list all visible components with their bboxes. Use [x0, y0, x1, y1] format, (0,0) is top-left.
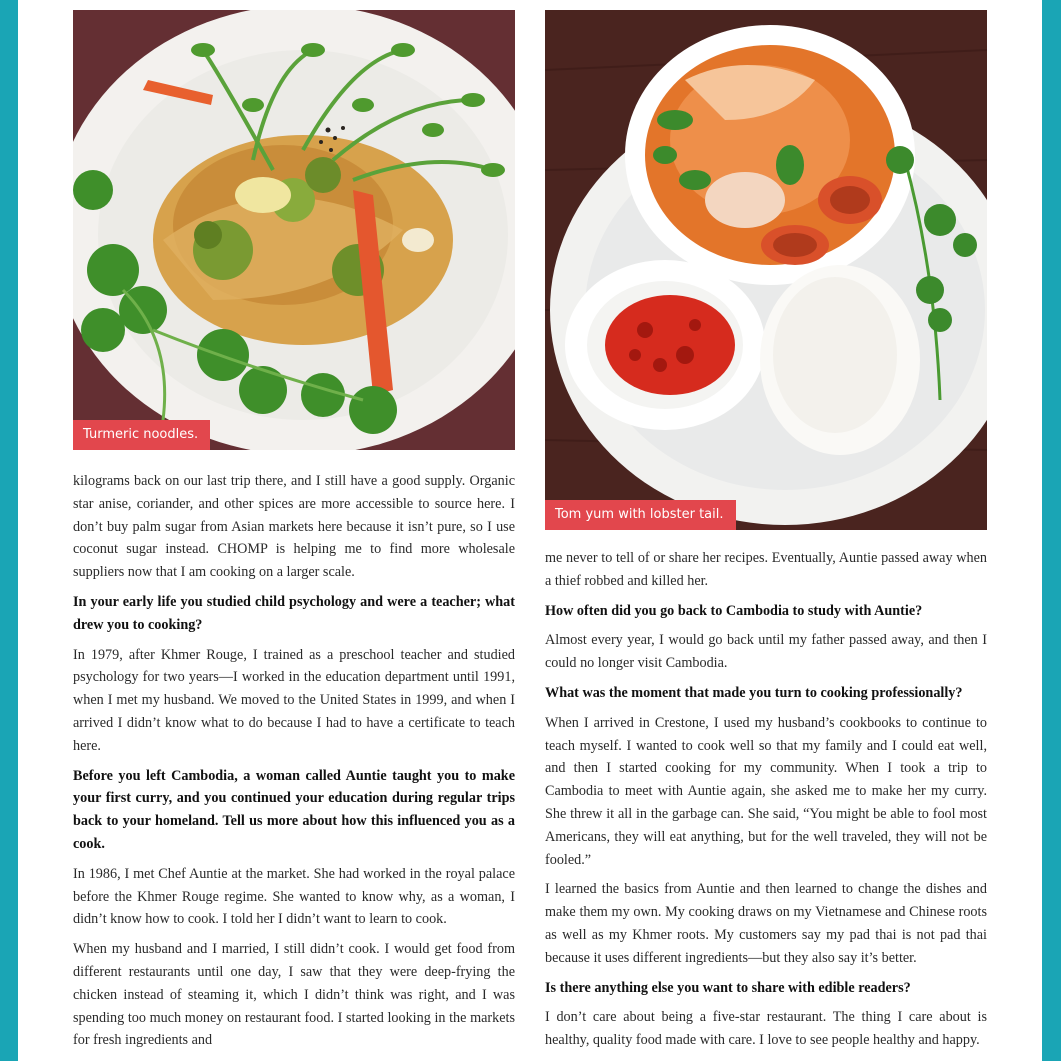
answer-paragraph: Almost every year, I would go back until my father passed away, and then I could no longer visit Cambodia.	[545, 632, 987, 672]
magazine-page	[18, 0, 1042, 1061]
tom-yum-image	[545, 10, 987, 530]
right-column	[545, 0, 987, 1059]
answer-paragraph: When my husband and I married, I still didn’t cook. I would get food from different restaurants until one day, I saw that they were deep-frying the chicken instead of steaming it, which I didn’t think was right, and I was spending too much money on restaurant food. I started looking in the markets for fresh ingredients and	[73, 941, 515, 1049]
answer-paragraph: I learned the basics from Auntie and then learned to change the dishes and make them my own. My cooking draws on my Vietnamese and Chinese roots as well as my Khmer roots. My customers say my pad thai is not pad thai because it uses different ingredients—but they also say it’s better.	[545, 881, 987, 966]
right-article-text	[545, 547, 987, 1052]
answer-paragraph: I don’t care about being a five-star restaurant. The thing I care about is healthy, quality food made with care. I love to see people healthy and happy.	[545, 1009, 987, 1049]
left-article-text	[73, 470, 515, 1052]
question-paragraph: In your early life you studied child psychology and were a teacher; what drew you to cooking?	[73, 593, 515, 633]
question-paragraph: How often did you go back to Cambodia to study with Auntie?	[545, 602, 923, 619]
turmeric-noodles-image	[73, 10, 515, 450]
question-paragraph: What was the moment that made you turn to cooking professionally?	[545, 684, 963, 701]
photo-caption: Turmeric noodles.	[73, 420, 210, 450]
turmeric-noodles-photo	[73, 10, 515, 450]
answer-paragraph: In 1979, after Khmer Rouge, I trained as a preschool teacher and studied psychology for two years—I worked in the education department until 1991, when I met my husband. We moved to the United States in 1999, and when I arrived I didn’t know what to do because I had to have a certificate to teach here.	[73, 646, 515, 754]
answer-paragraph: kilograms back on our last trip there, and I still have a good supply. Organic star anise, coriander, and other spices are more accessible to source here. I don’t buy palm sugar from Asian markets here because it isn’t pure, so I use coconut sugar instead. CHOMP is helping me to find more wholesale suppliers now that I am cooking on a larger scale.	[73, 473, 515, 581]
tom-yum-photo	[545, 10, 987, 530]
photo-caption: Tom yum with lobster tail.	[545, 500, 736, 530]
question-paragraph: Before you left Cambodia, a woman called Auntie taught you to make your first curry, and you continued your education during regular trips back to your homeland. Tell us more about how this influenced you as a cook.	[73, 767, 515, 852]
left-column	[73, 0, 515, 1059]
question-paragraph: Is there anything else you want to share with edible readers?	[545, 979, 911, 996]
answer-paragraph: When I arrived in Crestone, I used my husband’s cookbooks to continue to teach myself. I wanted to cook well so that my family and I could eat well, and then I started cooking for my community. When I took a trip to Cambodia to meet with Auntie again, she asked me to make her my curry. She threw it all in the garbage can. She said, “You might be able to fool most Americans, they will eat anything, but for the well traveled, they will not be fooled.”	[545, 714, 987, 868]
answer-paragraph: In 1986, I met Chef Auntie at the market. She had worked in the royal palace before the Khmer Rouge regime. She wanted to know why, as a woman, I didn’t know how to cook. I told her I didn’t want to learn to cook.	[73, 865, 515, 928]
answer-paragraph: me never to tell of or share her recipes. Eventually, Auntie passed away when a thief robbed and killed her.	[545, 550, 987, 589]
